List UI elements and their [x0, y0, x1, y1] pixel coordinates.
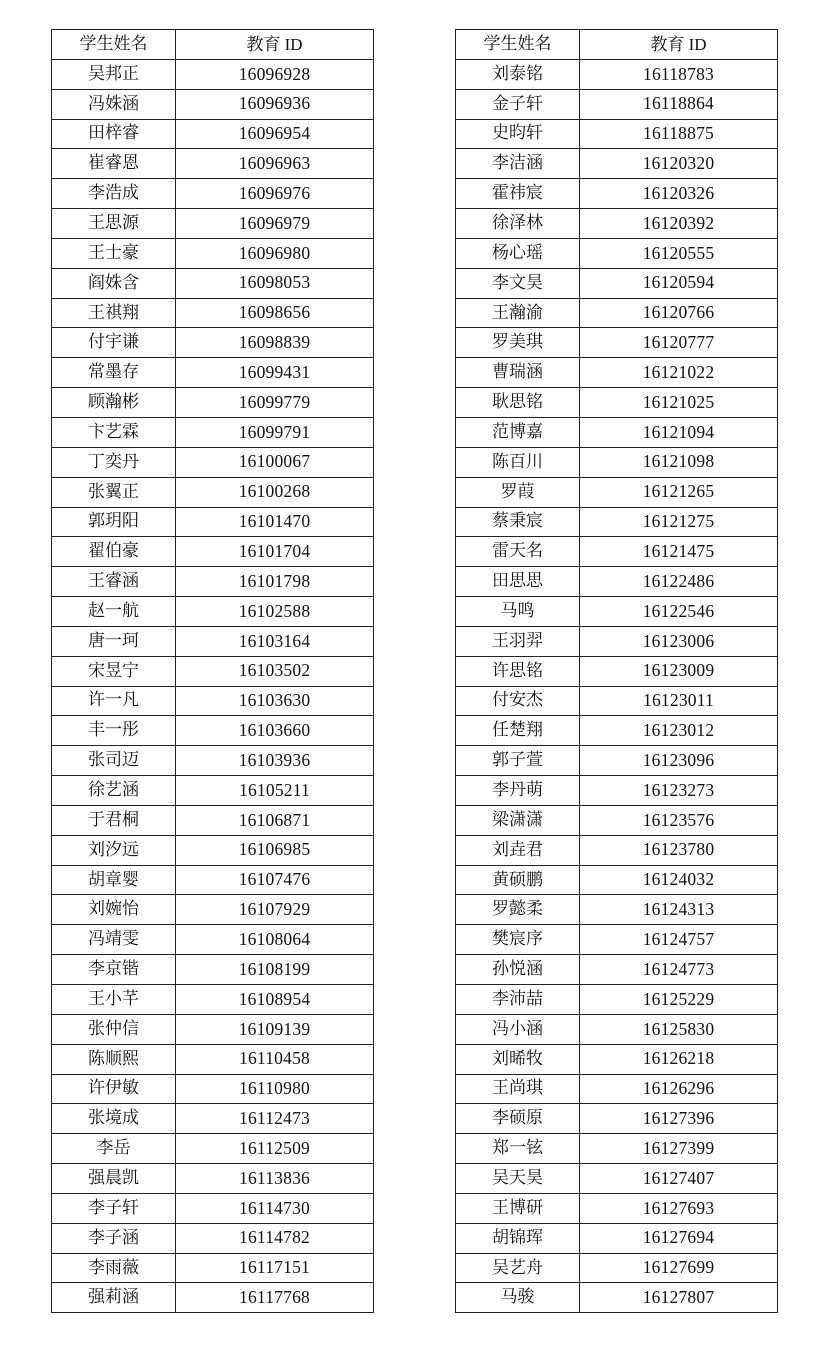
table-row: [456, 776, 778, 806]
education-id-cell: 16124032: [580, 865, 778, 895]
student-name-cell: 冯姝涵: [52, 89, 176, 119]
education-id-cell: 16108199: [176, 955, 374, 985]
education-id-cell: 16127693: [580, 1193, 778, 1223]
table-row: [456, 1014, 778, 1044]
education-id-cell: 16120777: [580, 328, 778, 358]
table-row: [456, 388, 778, 418]
education-id-cell: 16110980: [176, 1074, 374, 1104]
student-name-cell: 唐一珂: [52, 626, 176, 656]
education-id-cell: 16124757: [580, 925, 778, 955]
student-name-cell: 刘汐远: [52, 835, 176, 865]
table-row: [456, 656, 778, 686]
table-row: [456, 985, 778, 1015]
table-row: [52, 268, 374, 298]
education-id-cell: 16120766: [580, 298, 778, 328]
student-name-cell: 王士豪: [52, 238, 176, 268]
table-row: [52, 656, 374, 686]
table-row: [456, 955, 778, 985]
table-row: [456, 179, 778, 209]
student-name-cell: 王小芊: [52, 985, 176, 1015]
student-name-cell: 王睿涵: [52, 567, 176, 597]
education-id-cell: 16124313: [580, 895, 778, 925]
table-row: [456, 1074, 778, 1104]
student-name-cell: 赵一航: [52, 597, 176, 627]
student-name-cell: 宋昱宁: [52, 656, 176, 686]
student-name-cell: 李文昊: [456, 268, 580, 298]
education-id-cell: 16127396: [580, 1104, 778, 1134]
table-row: [456, 746, 778, 776]
student-name-cell: 曹瑞涵: [456, 358, 580, 388]
table-row: [456, 1164, 778, 1194]
education-id-cell: 16122486: [580, 567, 778, 597]
student-name-cell: 王尚琪: [456, 1074, 580, 1104]
table-row: [52, 1283, 374, 1313]
education-id-cell: 16098839: [176, 328, 374, 358]
student-name-cell: 吴天昊: [456, 1164, 580, 1194]
education-id-cell: 16114782: [176, 1223, 374, 1253]
table-row: [52, 59, 374, 89]
student-name-cell: 徐泽林: [456, 209, 580, 239]
student-name-cell: 罗美琪: [456, 328, 580, 358]
table-row: [52, 805, 374, 835]
table-row: [456, 1134, 778, 1164]
column-header-id: 教育 ID: [176, 30, 374, 60]
table-row: [52, 388, 374, 418]
student-name-cell: 王祺翔: [52, 298, 176, 328]
education-id-cell: 16109139: [176, 1014, 374, 1044]
table-row: [456, 835, 778, 865]
education-id-cell: 16120555: [580, 238, 778, 268]
student-name-cell: 许伊敏: [52, 1074, 176, 1104]
table-row: [456, 507, 778, 537]
student-name-cell: 顾瀚彬: [52, 388, 176, 418]
student-name-cell: 范博嘉: [456, 417, 580, 447]
education-id-cell: 16105211: [176, 776, 374, 806]
education-id-cell: 16100067: [176, 447, 374, 477]
student-name-cell: 翟伯豪: [52, 537, 176, 567]
student-name-cell: 陈百川: [456, 447, 580, 477]
student-name-cell: 耿思铭: [456, 388, 580, 418]
table-row: [456, 537, 778, 567]
education-id-cell: 16121025: [580, 388, 778, 418]
table-row: [52, 895, 374, 925]
table-row: [456, 1283, 778, 1313]
education-id-cell: 16123012: [580, 716, 778, 746]
table-row: [52, 1014, 374, 1044]
student-name-cell: 刘垚君: [456, 835, 580, 865]
student-name-cell: 郭子萱: [456, 746, 580, 776]
table-row: [52, 149, 374, 179]
table-row: [456, 1253, 778, 1283]
education-id-cell: 16107476: [176, 865, 374, 895]
student-name-cell: 梁潇潇: [456, 805, 580, 835]
student-name-cell: 许思铭: [456, 656, 580, 686]
table-row: [456, 328, 778, 358]
column-header-id: 教育 ID: [580, 30, 778, 60]
student-name-cell: 任楚翔: [456, 716, 580, 746]
student-name-cell: 李浩成: [52, 179, 176, 209]
student-name-cell: 吴邦正: [52, 59, 176, 89]
education-id-cell: 16121022: [580, 358, 778, 388]
table-row: [456, 447, 778, 477]
education-id-cell: 16123096: [580, 746, 778, 776]
table-row: [52, 626, 374, 656]
table-row: [52, 865, 374, 895]
table-row: [52, 358, 374, 388]
education-id-cell: 16096976: [176, 179, 374, 209]
student-name-cell: 张司迈: [52, 746, 176, 776]
education-id-cell: 16118783: [580, 59, 778, 89]
table-row: [52, 1164, 374, 1194]
education-id-cell: 16123011: [580, 686, 778, 716]
table-row: [52, 985, 374, 1015]
education-id-cell: 16123273: [580, 776, 778, 806]
table-row: [52, 298, 374, 328]
student-name-cell: 马骏: [456, 1283, 580, 1313]
student-name-cell: 霍祎宸: [456, 179, 580, 209]
student-name-cell: 李洁涵: [456, 149, 580, 179]
table-row: [52, 716, 374, 746]
education-id-cell: 16127694: [580, 1223, 778, 1253]
table-row: [456, 1193, 778, 1223]
education-id-cell: 16108064: [176, 925, 374, 955]
table-row: [456, 895, 778, 925]
education-id-cell: 16098053: [176, 268, 374, 298]
student-name-cell: 卞艺霖: [52, 417, 176, 447]
student-name-cell: 李丹萌: [456, 776, 580, 806]
student-name-cell: 刘婉怡: [52, 895, 176, 925]
student-name-cell: 许一凡: [52, 686, 176, 716]
table-row: [52, 1134, 374, 1164]
education-id-cell: 16096954: [176, 119, 374, 149]
table-row: [52, 1044, 374, 1074]
student-name-cell: 刘晞牧: [456, 1044, 580, 1074]
student-name-cell: 杨心瑶: [456, 238, 580, 268]
table-row: [456, 477, 778, 507]
table-row: [52, 925, 374, 955]
table-row: [456, 716, 778, 746]
table-row: [52, 1193, 374, 1223]
education-id-cell: 16123009: [580, 656, 778, 686]
education-id-cell: 16127399: [580, 1134, 778, 1164]
student-name-cell: 王博研: [456, 1193, 580, 1223]
table-row: [52, 89, 374, 119]
education-id-cell: 16107929: [176, 895, 374, 925]
education-id-cell: 16125830: [580, 1014, 778, 1044]
student-name-cell: 陈顺熙: [52, 1044, 176, 1074]
table-row: [456, 89, 778, 119]
student-name-cell: 罗懿柔: [456, 895, 580, 925]
education-id-cell: 16121098: [580, 447, 778, 477]
education-id-cell: 16112509: [176, 1134, 374, 1164]
education-id-cell: 16096980: [176, 238, 374, 268]
education-id-cell: 16124773: [580, 955, 778, 985]
table-row: [52, 686, 374, 716]
student-name-cell: 常墨存: [52, 358, 176, 388]
student-name-cell: 罗葭: [456, 477, 580, 507]
education-id-cell: 16106871: [176, 805, 374, 835]
student-table-right: [455, 29, 778, 1313]
student-name-cell: 史昀轩: [456, 119, 580, 149]
education-id-cell: 16098656: [176, 298, 374, 328]
table-row: [52, 537, 374, 567]
student-name-cell: 付宇谦: [52, 328, 176, 358]
education-id-cell: 16096963: [176, 149, 374, 179]
table-row: [456, 1104, 778, 1134]
education-id-cell: 16108954: [176, 985, 374, 1015]
table-row: [456, 1044, 778, 1074]
student-name-cell: 强晨凯: [52, 1164, 176, 1194]
table-row: [456, 865, 778, 895]
student-name-cell: 刘泰铭: [456, 59, 580, 89]
education-id-cell: 16118864: [580, 89, 778, 119]
student-name-cell: 李子涵: [52, 1223, 176, 1253]
education-id-cell: 16113836: [176, 1164, 374, 1194]
education-id-cell: 16099431: [176, 358, 374, 388]
table-row: [456, 1223, 778, 1253]
student-name-cell: 丰一彤: [52, 716, 176, 746]
table-header-row: [456, 30, 778, 60]
education-id-cell: 16112473: [176, 1104, 374, 1134]
table-row: [52, 179, 374, 209]
table-row: [52, 835, 374, 865]
education-id-cell: 16100268: [176, 477, 374, 507]
education-id-cell: 16121094: [580, 417, 778, 447]
education-id-cell: 16121275: [580, 507, 778, 537]
table-row: [52, 955, 374, 985]
education-id-cell: 16121475: [580, 537, 778, 567]
student-name-cell: 李子轩: [52, 1193, 176, 1223]
student-name-cell: 马鸣: [456, 597, 580, 627]
table-row: [456, 597, 778, 627]
student-name-cell: 胡章婴: [52, 865, 176, 895]
column-header-name: 学生姓名: [52, 30, 176, 60]
education-id-cell: 16123780: [580, 835, 778, 865]
table-body-right: [456, 59, 778, 1312]
table-row: [456, 925, 778, 955]
education-id-cell: 16126218: [580, 1044, 778, 1074]
education-id-cell: 16122546: [580, 597, 778, 627]
table-row: [52, 1223, 374, 1253]
student-name-cell: 冯小涵: [456, 1014, 580, 1044]
education-id-cell: 16101798: [176, 567, 374, 597]
student-name-cell: 李岳: [52, 1134, 176, 1164]
student-name-cell: 强莉涵: [52, 1283, 176, 1313]
student-name-cell: 崔睿恩: [52, 149, 176, 179]
table-row: [456, 567, 778, 597]
table-header-row: [52, 30, 374, 60]
education-id-cell: 16096928: [176, 59, 374, 89]
education-id-cell: 16096979: [176, 209, 374, 239]
education-id-cell: 16120392: [580, 209, 778, 239]
student-name-cell: 胡锦珲: [456, 1223, 580, 1253]
student-name-cell: 郑一铉: [456, 1134, 580, 1164]
education-id-cell: 16127407: [580, 1164, 778, 1194]
student-name-cell: 黄硕鹏: [456, 865, 580, 895]
table-row: [52, 1253, 374, 1283]
table-row: [456, 298, 778, 328]
student-name-cell: 李雨薇: [52, 1253, 176, 1283]
table-row: [52, 597, 374, 627]
student-name-cell: 田思思: [456, 567, 580, 597]
education-id-cell: 16110458: [176, 1044, 374, 1074]
student-name-cell: 张仲信: [52, 1014, 176, 1044]
education-id-cell: 16117768: [176, 1283, 374, 1313]
education-id-cell: 16117151: [176, 1253, 374, 1283]
education-id-cell: 16126296: [580, 1074, 778, 1104]
education-id-cell: 16103936: [176, 746, 374, 776]
student-table-left: [51, 29, 374, 1313]
student-name-cell: 金子轩: [456, 89, 580, 119]
student-name-cell: 王瀚渝: [456, 298, 580, 328]
student-name-cell: 张翼正: [52, 477, 176, 507]
education-id-cell: 16101470: [176, 507, 374, 537]
table-row: [52, 1104, 374, 1134]
education-id-cell: 16120326: [580, 179, 778, 209]
table-row: [456, 209, 778, 239]
table-row: [52, 328, 374, 358]
education-id-cell: 16121265: [580, 477, 778, 507]
student-name-cell: 王思源: [52, 209, 176, 239]
education-id-cell: 16120320: [580, 149, 778, 179]
education-id-cell: 16099791: [176, 417, 374, 447]
table-row: [52, 119, 374, 149]
education-id-cell: 16106985: [176, 835, 374, 865]
table-row: [52, 1074, 374, 1104]
table-row: [52, 447, 374, 477]
table-row: [456, 626, 778, 656]
table-body-left: [52, 59, 374, 1312]
column-header-name: 学生姓名: [456, 30, 580, 60]
education-id-cell: 16103502: [176, 656, 374, 686]
student-name-cell: 李硕原: [456, 1104, 580, 1134]
student-name-cell: 吴艺舟: [456, 1253, 580, 1283]
student-name-cell: 付安杰: [456, 686, 580, 716]
table-row: [52, 507, 374, 537]
student-name-cell: 于君桐: [52, 805, 176, 835]
education-id-cell: 16127699: [580, 1253, 778, 1283]
student-name-cell: 徐艺涵: [52, 776, 176, 806]
education-id-cell: 16101704: [176, 537, 374, 567]
table-row: [456, 149, 778, 179]
student-name-cell: 樊宸序: [456, 925, 580, 955]
student-name-cell: 阎姝含: [52, 268, 176, 298]
table-row: [456, 417, 778, 447]
education-id-cell: 16103164: [176, 626, 374, 656]
education-id-cell: 16123576: [580, 805, 778, 835]
student-name-cell: 田梓睿: [52, 119, 176, 149]
table-row: [52, 477, 374, 507]
student-name-cell: 蔡秉宸: [456, 507, 580, 537]
table-row: [52, 238, 374, 268]
student-name-cell: 郭玥阳: [52, 507, 176, 537]
table-row: [52, 567, 374, 597]
student-name-cell: 李京锴: [52, 955, 176, 985]
education-id-cell: 16096936: [176, 89, 374, 119]
table-row: [456, 805, 778, 835]
education-id-cell: 16118875: [580, 119, 778, 149]
education-id-cell: 16127807: [580, 1283, 778, 1313]
student-name-cell: 王羽羿: [456, 626, 580, 656]
student-name-cell: 冯靖雯: [52, 925, 176, 955]
education-id-cell: 16123006: [580, 626, 778, 656]
table-row: [456, 686, 778, 716]
table-row: [456, 238, 778, 268]
table-row: [52, 746, 374, 776]
student-name-cell: 孙悦涵: [456, 955, 580, 985]
table-row: [456, 59, 778, 89]
table-row: [456, 268, 778, 298]
education-id-cell: 16102588: [176, 597, 374, 627]
student-name-cell: 雷天名: [456, 537, 580, 567]
student-name-cell: 张境成: [52, 1104, 176, 1134]
education-id-cell: 16103660: [176, 716, 374, 746]
table-row: [52, 776, 374, 806]
education-id-cell: 16099779: [176, 388, 374, 418]
education-id-cell: 16125229: [580, 985, 778, 1015]
education-id-cell: 16120594: [580, 268, 778, 298]
student-name-cell: 丁奕丹: [52, 447, 176, 477]
table-row: [52, 209, 374, 239]
table-row: [52, 417, 374, 447]
education-id-cell: 16103630: [176, 686, 374, 716]
education-id-cell: 16114730: [176, 1193, 374, 1223]
student-name-cell: 李沛喆: [456, 985, 580, 1015]
table-row: [456, 358, 778, 388]
table-row: [456, 119, 778, 149]
